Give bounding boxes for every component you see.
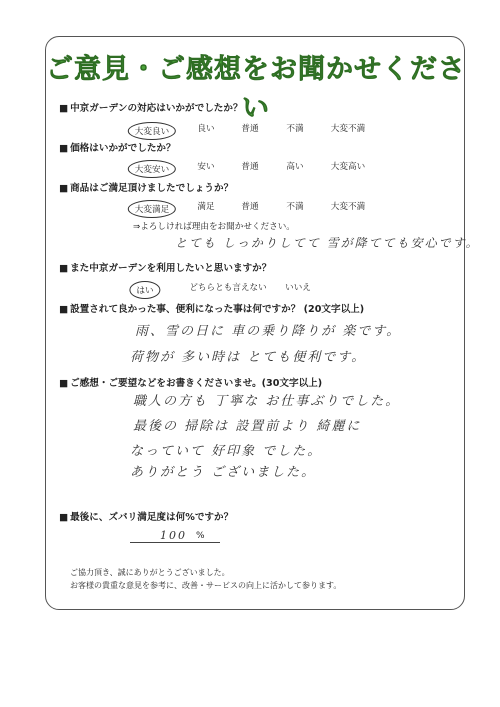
option-service-dissatisfied[interactable]: 不満	[286, 124, 304, 134]
option-product-very-satisfied[interactable]: 大変満足	[128, 200, 176, 218]
benefits-answer-line-1[interactable]: 雨、雪の日に 車の乗り降りが 楽です。	[135, 324, 402, 339]
survey-title: ご意見・ご感想をお聞かせください	[46, 54, 466, 124]
option-service-average[interactable]: 普通	[241, 124, 259, 134]
satisfaction-unit: %	[196, 531, 205, 541]
comments-answer-line-1[interactable]: 職人の方も 丁寧な お仕事ぶりでした。	[133, 394, 401, 409]
option-product-dissatisfied[interactable]: 不満	[286, 202, 304, 212]
comments-answer-line-2[interactable]: 最後の 掃除は 設置前より 綺麗に	[133, 419, 362, 434]
option-price-expensive[interactable]: 高い	[286, 162, 304, 172]
satisfaction-underline	[130, 542, 220, 543]
option-product-very-dissatisfied[interactable]: 大変不満	[330, 202, 366, 212]
comments-answer-line-3[interactable]: なっていて 好印象 でした。	[130, 444, 323, 459]
question-product: ■ 商品はご満足頂けましたでしょうか？	[59, 180, 233, 194]
option-reuse-neutral[interactable]: どちらとも言えない	[189, 283, 267, 293]
question-price: ■ 価格はいかがでしたか？	[59, 140, 176, 154]
question-reuse: ■ また中京ガーデンを利用したいと思いますか？	[59, 260, 271, 274]
option-price-very-expensive[interactable]: 大変高い	[330, 162, 366, 172]
option-price-cheap[interactable]: 安い	[197, 162, 215, 172]
option-service-good[interactable]: 良い	[197, 124, 215, 134]
question-service: ■ 中京ガーデンの対応はいかがでしたか？	[59, 100, 243, 114]
option-service-very-good[interactable]: 大変良い	[128, 122, 176, 140]
satisfaction-value[interactable]: 100	[160, 529, 187, 542]
option-product-average[interactable]: 普通	[241, 202, 259, 212]
footer-note: お客様の貴重な意見を参考に、改善・サービスの向上に活かして参ります。	[70, 581, 342, 590]
reason-answer[interactable]: とても しっかりしてて 雪が降てても安心です。	[175, 236, 480, 250]
option-price-very-cheap[interactable]: 大変安い	[128, 160, 176, 178]
option-reuse-yes[interactable]: はい	[129, 281, 160, 299]
question-benefits: ■ 設置されて良かった事、便利になった事は何ですか？ (20文字以上)	[59, 301, 364, 315]
option-product-satisfied[interactable]: 満足	[197, 202, 215, 212]
option-price-average[interactable]: 普通	[241, 162, 259, 172]
question-comments: ■ ご感想・ご要望などをお書きくださいませ。(30文字以上)	[59, 375, 322, 389]
comments-answer-line-4[interactable]: ありがとう ございました。	[130, 465, 317, 480]
footer-thanks: ご協力頂き、誠にありがとうございました。	[70, 568, 230, 577]
question-satisfaction: ■ 最後に、ズバリ満足度は何%ですか？	[59, 509, 233, 523]
option-service-very-dissatisfied[interactable]: 大変不満	[330, 124, 366, 134]
option-reuse-no[interactable]: いいえ	[285, 283, 311, 293]
reason-prompt: ⇒よろしければ理由をお聞かせください。	[133, 222, 295, 232]
benefits-answer-line-2[interactable]: 荷物が 多い時は とても便利です。	[130, 350, 367, 365]
